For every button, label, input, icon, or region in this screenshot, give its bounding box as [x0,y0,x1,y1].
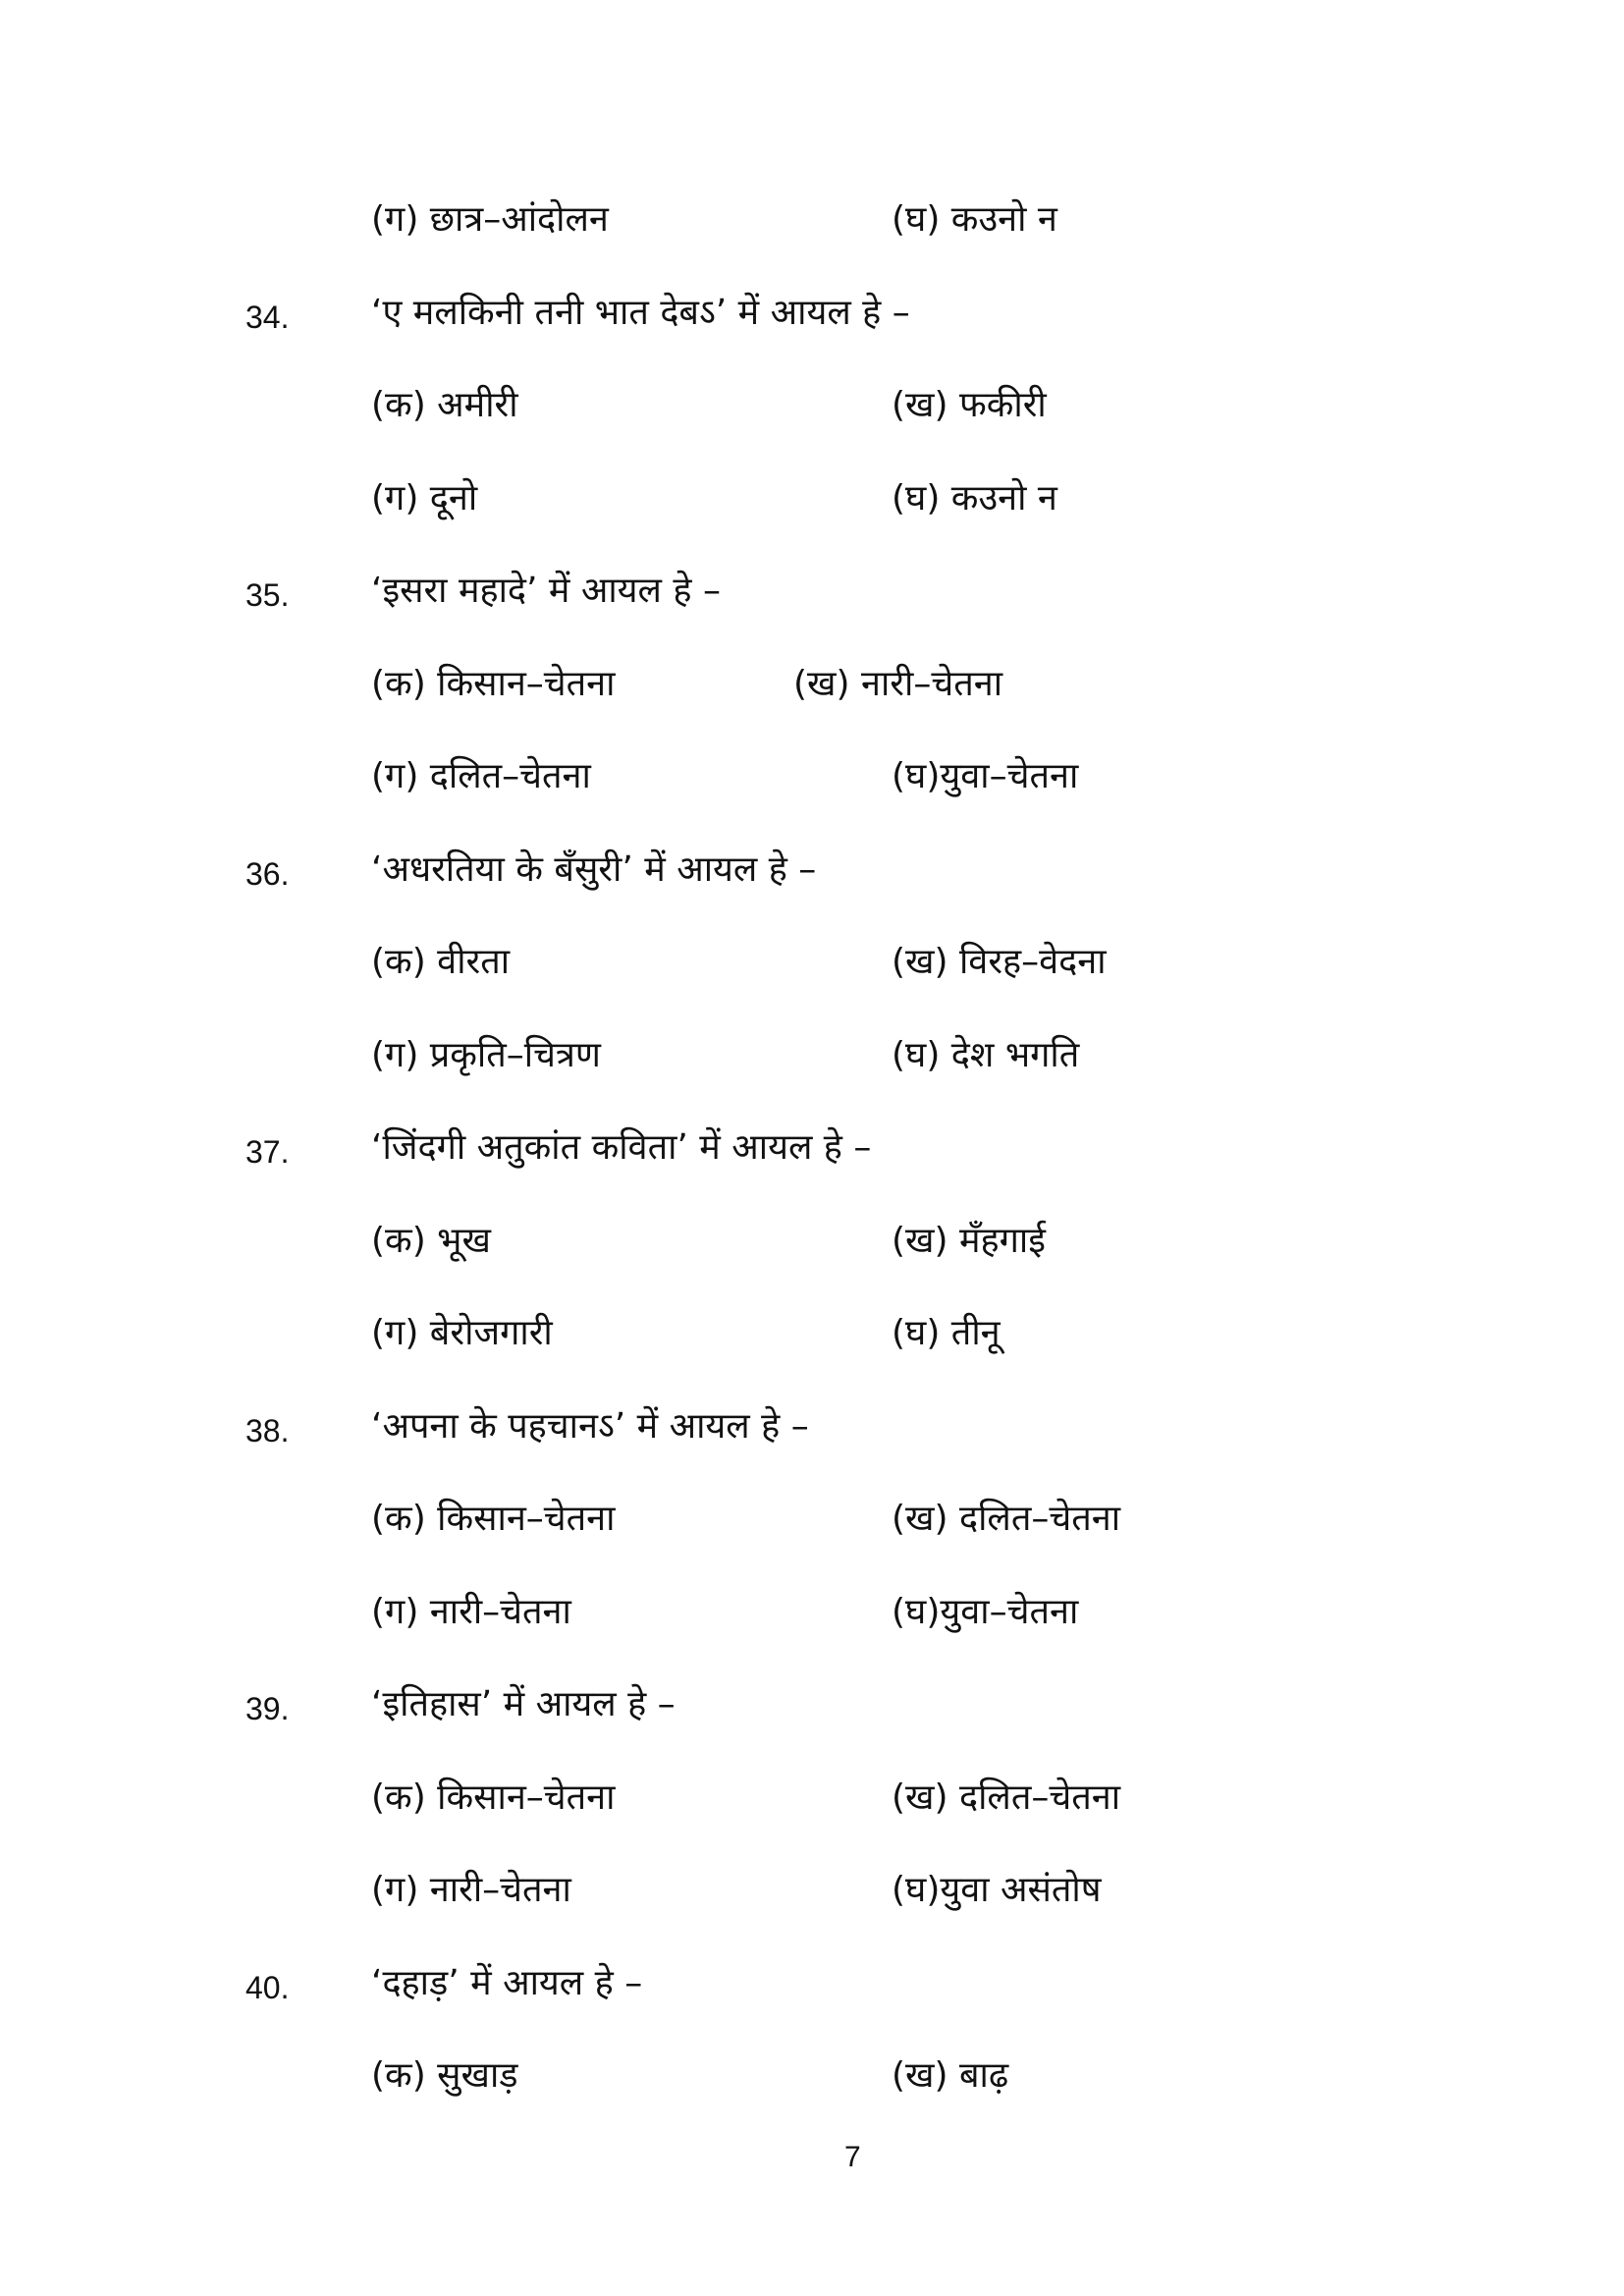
question-text: ‘ए मलकिनी तनी भात देबऽ’ में आयल हे – [371,293,910,333]
question-text: ‘इसरा महादे’ में आयल हे – [371,571,721,611]
question-number: 34. [245,300,290,335]
question-text: ‘दहाड़’ में आयल हे – [371,1963,643,2003]
question-text: ‘इतिहास’ में आयल हे – [371,1684,676,1724]
question-text: ‘जिंदगी अतुकांत कविता’ में आयल हे – [371,1127,872,1168]
option-left: (क) वीरता [371,942,511,982]
question-text: ‘अपना के पहचानऽ’ में आयल हे – [371,1406,809,1447]
option-left: (क) किसान–चेतना [371,1777,616,1818]
option-right: (घ) देश भगति [892,1035,1080,1075]
question-number: 37. [245,1134,290,1170]
question-number: 38. [245,1413,290,1449]
option-right: (ख) विरह–वेदना [892,942,1107,982]
option-right: (घ)युवा–चेतना [892,756,1079,796]
option-right: (घ)युवा–चेतना [892,1592,1079,1632]
option-right: (ख) दलित–चेतना [892,1499,1121,1539]
option-right: (ख) बाढ़ [892,2055,1009,2096]
option-left: (क) किसान–चेतना [371,1499,616,1539]
option-left: (ग) बेरोजगारी [371,1313,553,1353]
page-number: 7 [844,2141,861,2173]
option-left: (ग) दलित–चेतना [371,756,591,796]
option-left: (क) भूख [371,1221,491,1261]
question-number: 39. [245,1691,290,1726]
option-right: (ख) नारी–चेतना [793,664,1003,704]
option-right: (ख) फकीरी [892,385,1047,425]
option-left: (ग) छात्र–आंदोलन [371,199,609,240]
option-right: (घ) कउनो न [892,199,1057,240]
option-left: (ग) दूनो [371,478,478,519]
option-left: (ग) प्रकृति–चित्रण [371,1035,601,1075]
question-number: 36. [245,856,290,892]
option-right: (ख) दलित–चेतना [892,1777,1121,1818]
option-left: (क) अमीरी [371,385,518,425]
option-left: (ग) नारी–चेतना [371,1870,571,1910]
option-right: (ख) मँहगाई [892,1221,1046,1261]
option-right: (घ)युवा असंतोष [892,1870,1102,1910]
option-left: (क) सुखाड़ [371,2055,518,2096]
option-right: (घ) तीनू [892,1313,1001,1353]
option-left: (क) किसान–चेतना [371,664,616,704]
option-right: (घ) कउनो न [892,478,1057,519]
question-number: 40. [245,1970,290,2005]
question-text: ‘अधरतिया के बँसुरी’ में आयल हे – [371,849,817,890]
option-left: (ग) नारी–चेतना [371,1592,571,1632]
question-number: 35. [245,577,290,613]
